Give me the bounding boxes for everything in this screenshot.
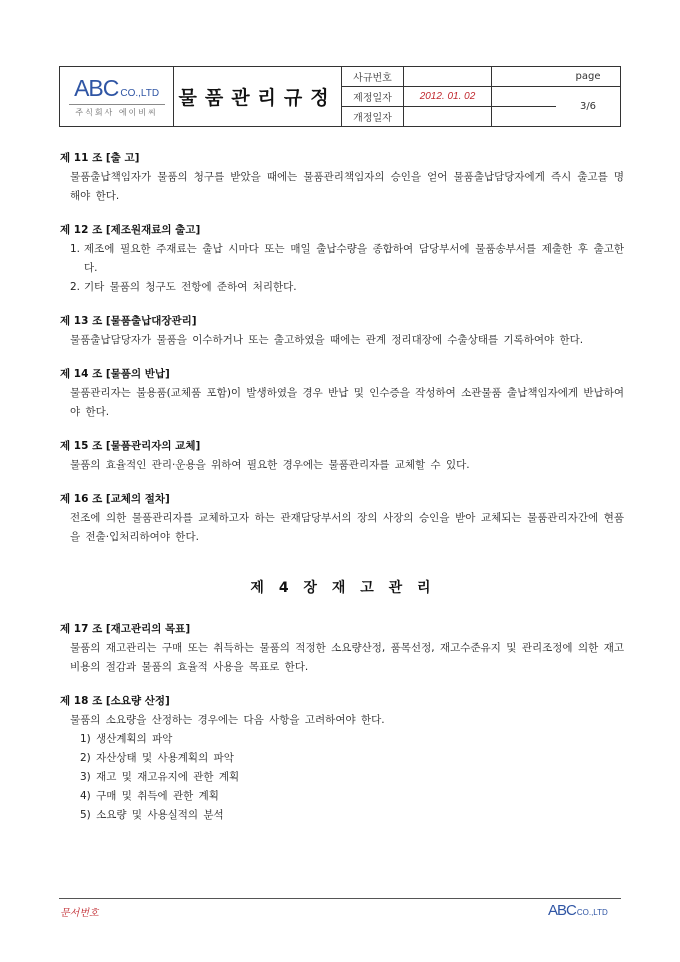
footer-logo-abc: ABC (548, 902, 576, 919)
list-item: 4) 구매 및 취득에 관한 계획 (80, 790, 219, 802)
footer-logo (548, 902, 608, 919)
document-body (60, 150, 624, 841)
article-heading: 제 15 조 [물품관리자의 교체] (60, 440, 201, 452)
article-text: 물품의 효율적인 관리·운용을 위하여 필요한 경우에는 물품관리자를 교체할 수 있다. (70, 459, 470, 471)
list-item (60, 278, 624, 297)
list-number: 2. (70, 281, 81, 293)
page-indicator (556, 67, 620, 126)
logo-abc: ABC (74, 75, 119, 101)
list-item (60, 240, 624, 278)
article-text: 물품출납담당자가 물품을 이수하거나 또는 출고하였을 때에는 관계 정리대장에 수출상태를 기록하여야 한다. (70, 334, 584, 346)
article-16 (60, 491, 624, 547)
logo-divider (69, 104, 165, 105)
logo-wordmark (74, 75, 159, 102)
chapter-heading: 제 4 장 재 고 관 리 (250, 580, 434, 596)
company-logo (60, 67, 174, 126)
article-text: 물품의 소요량을 산정하는 경우에는 다음 사항을 고려하여야 한다. (70, 714, 385, 726)
list-number: 1. (70, 243, 81, 255)
list-item: 5) 소요량 및 사용실적의 분석 (80, 809, 224, 821)
list-item: 1) 생산계획의 파악 (80, 733, 173, 745)
footer-divider (59, 898, 621, 899)
article-heading: 제 11 조 [출 고] (60, 152, 140, 164)
article-heading: 제 17 조 [재고관리의 목표] (60, 623, 191, 635)
meta-row-enactment-date (342, 87, 556, 107)
meta-label: 사규번호 (342, 67, 404, 86)
document-header (59, 66, 621, 127)
article-17 (60, 621, 624, 677)
meta-value: 2012. 01. 02 (404, 87, 492, 106)
page-label: page (556, 67, 620, 87)
logo-suffix: CO.,LTD (120, 88, 160, 99)
article-text: 전조에 의한 물품관리자를 교체하고자 하는 관재담당부서의 장의 사장의 승인을 받아 교체되는 물품관리자간에 현품을 전출·입처리하여야 한다. (70, 512, 624, 543)
article-13 (60, 313, 624, 350)
article-18 (60, 693, 624, 825)
article-15 (60, 438, 624, 475)
article-text: 물품의 재고관리는 구매 또는 취득하는 물품의 적정한 소요량산정, 품목선정, 재고수준유지 및 관리조정에 의한 재고비용의 절감과 물품의 효율적 사용을 목표로 한다. (70, 642, 624, 673)
list-item: 3) 재고 및 재고유지에 관한 계획 (80, 771, 240, 783)
meta-row-revision-date (342, 107, 556, 126)
meta-row-rule-number (342, 67, 556, 87)
article-heading: 제 14 조 [물품의 반납] (60, 368, 170, 380)
document-title: 물품관리규정 (174, 67, 342, 126)
article-heading: 제 16 조 [교체의 절차] (60, 493, 170, 505)
article-12 (60, 222, 624, 297)
article-heading: 제 18 조 [소요량 산정] (60, 695, 170, 707)
article-14 (60, 366, 624, 422)
article-text: 물품출납책임자가 물품의 청구를 받았을 때에는 물품관리책임자의 승인을 얻어 물품출납담당자에게 즉시 출고를 명해야 한다. (70, 171, 624, 202)
list-item-text: 제조에 필요한 주재료는 출납 시마다 또는 매일 출납수량을 종합하여 담당부서에 물품송부서를 제출한 후 출고한다. (84, 243, 624, 274)
list-item: 2) 자산상태 및 사용계획의 파악 (80, 752, 234, 764)
article-text: 물품관리자는 불용품(교체품 포함)이 발생하였을 경우 반납 및 인수증을 작성하여 소관물품 출납책임자에게 반납하여야 한다. (70, 387, 624, 418)
article-heading: 제 13 조 [물품출납대장관리] (60, 315, 197, 327)
meta-label: 개정일자 (342, 107, 404, 126)
page-number: 3/6 (579, 101, 597, 112)
meta-table (342, 67, 620, 126)
meta-label: 제정일자 (342, 87, 404, 106)
meta-value (404, 107, 492, 126)
article-heading: 제 12 조 [제조원재료의 출고] (60, 224, 201, 236)
list-item-text: 기타 물품의 청구도 전항에 준하여 처리한다. (84, 281, 297, 293)
footer-logo-suffix: CO.,LTD (576, 908, 608, 917)
meta-value (404, 67, 492, 86)
article-11 (60, 150, 624, 206)
footer-doc-number: 문서번호 (60, 908, 99, 919)
logo-subtitle: 주식회사 에이비씨 (75, 108, 158, 117)
